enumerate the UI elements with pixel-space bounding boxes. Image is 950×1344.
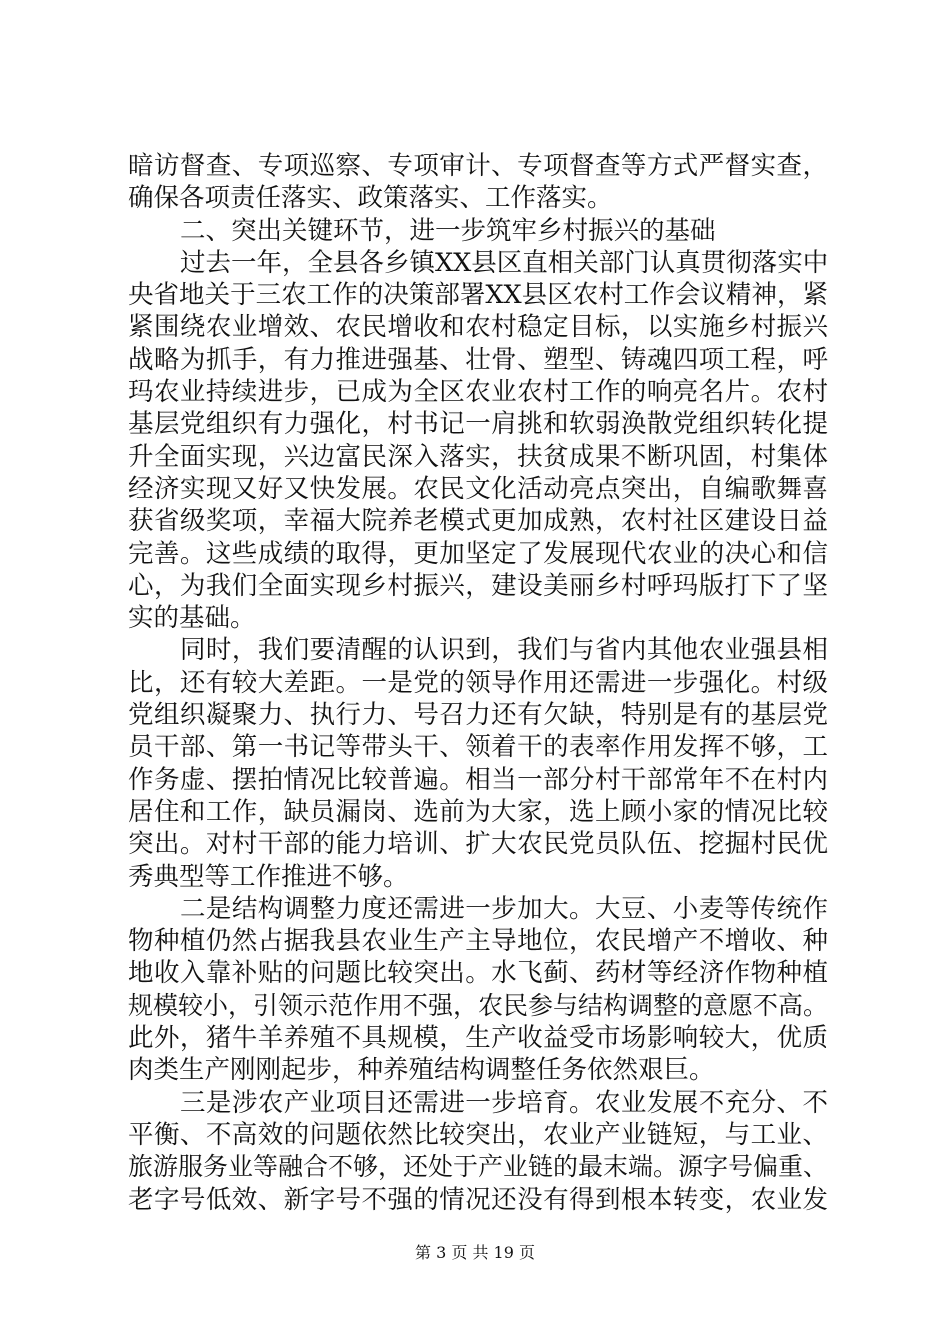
text-line: 心，为我们全面实现乡村振兴，建设美丽乡村呼玛版打下了坚	[128, 570, 828, 601]
text-line: 物种植仍然占据我县农业生产主导地位，农民增产不增收、种	[128, 926, 828, 957]
text-line: 暗访督查、专项巡察、专项审计、专项督查等方式严督实查，	[128, 151, 828, 181]
document-body	[128, 150, 828, 1216]
text-line: 实的基础。	[128, 603, 256, 634]
text-line: 此外，猪牛羊养殖不具规模，生产收益受市场影响较大，优质	[128, 1023, 828, 1054]
text-line: 战略为抓手，有力推进强基、壮骨、塑型、铸魂四项工程，呼	[128, 344, 828, 375]
text-line: 肉类生产刚刚起步，种养殖结构调整任务依然艰巨。	[128, 1055, 715, 1086]
text-line: 央省地关于三农工作的决策部署XX县区农村工作会议精神，紧	[128, 280, 828, 311]
text-line: 紧围绕农业增效、农民增收和农村稳定目标，以实施乡村振兴	[128, 312, 828, 343]
text-line: 作务虚、摆拍情况比较普遍。相当一部分村干部常年不在村内	[128, 764, 828, 795]
text-line: 二是结构调整力度还需进一步加大。大豆、小麦等传统作	[180, 893, 828, 924]
text-line: 规模较小，引领示范作用不强，农民参与结构调整的意愿不高。	[128, 990, 828, 1020]
page-footer: 第 3 页 共 19 页	[415, 1243, 535, 1262]
text-line: 升全面实现，兴边富民深入落实，扶贫成果不断巩固，村集体	[128, 441, 828, 472]
text-line: 比，还有较大差距。一是党的领导作用还需进一步强化。村级	[128, 667, 828, 698]
text-line: 平衡、不高效的问题依然比较突出，农业产业链短，与工业、	[128, 1119, 828, 1150]
text-line: 旅游服务业等融合不够，还处于产业链的最末端。源字号偏重、	[128, 1152, 828, 1182]
text-line: 地收入靠补贴的问题比较突出。水飞蓟、药材等经济作物种植	[128, 958, 828, 989]
text-line: 确保各项责任落实、政策落实、工作落实。	[128, 183, 613, 214]
text-line: 基层党组织有力强化，村书记一肩挑和软弱涣散党组织转化提	[128, 409, 828, 440]
text-line: 居住和工作，缺员漏岗、选前为大家，选上顾小家的情况比较	[128, 796, 828, 827]
text-line: 二、突出关键环节，进一步筑牢乡村振兴的基础	[180, 215, 716, 246]
text-line: 完善。这些成绩的取得，更加坚定了发展现代农业的决心和信	[128, 538, 828, 569]
text-line: 玛农业持续进步，已成为全区农业农村工作的响亮名片。农村	[128, 377, 828, 408]
text-line: 过去一年，全县各乡镇XX县区直相关部门认真贯彻落实中	[180, 247, 829, 278]
text-line: 党组织凝聚力、执行力、号召力还有欠缺，特别是有的基层党	[128, 700, 828, 731]
text-line: 经济实现又好又快发展。农民文化活动亮点突出，自编歌舞喜	[128, 473, 828, 504]
text-line: 员干部、第一书记等带头干、领着干的表率作用发挥不够，工	[128, 732, 828, 763]
text-line: 秀典型等工作推进不够。	[128, 861, 409, 892]
text-line: 获省级奖项，幸福大院养老模式更加成熟，农村社区建设日益	[128, 506, 828, 537]
text-line: 突出。对村干部的能力培训、扩大农民党员队伍、挖掘村民优	[128, 829, 828, 860]
text-line: 老字号低效、新字号不强的情况还没有得到根本转变，农业发	[128, 1184, 828, 1215]
text-line: 同时，我们要清醒的认识到，我们与省内其他农业强县相	[180, 635, 828, 666]
text-line: 三是涉农产业项目还需进一步培育。农业发展不充分、不	[180, 1087, 828, 1118]
